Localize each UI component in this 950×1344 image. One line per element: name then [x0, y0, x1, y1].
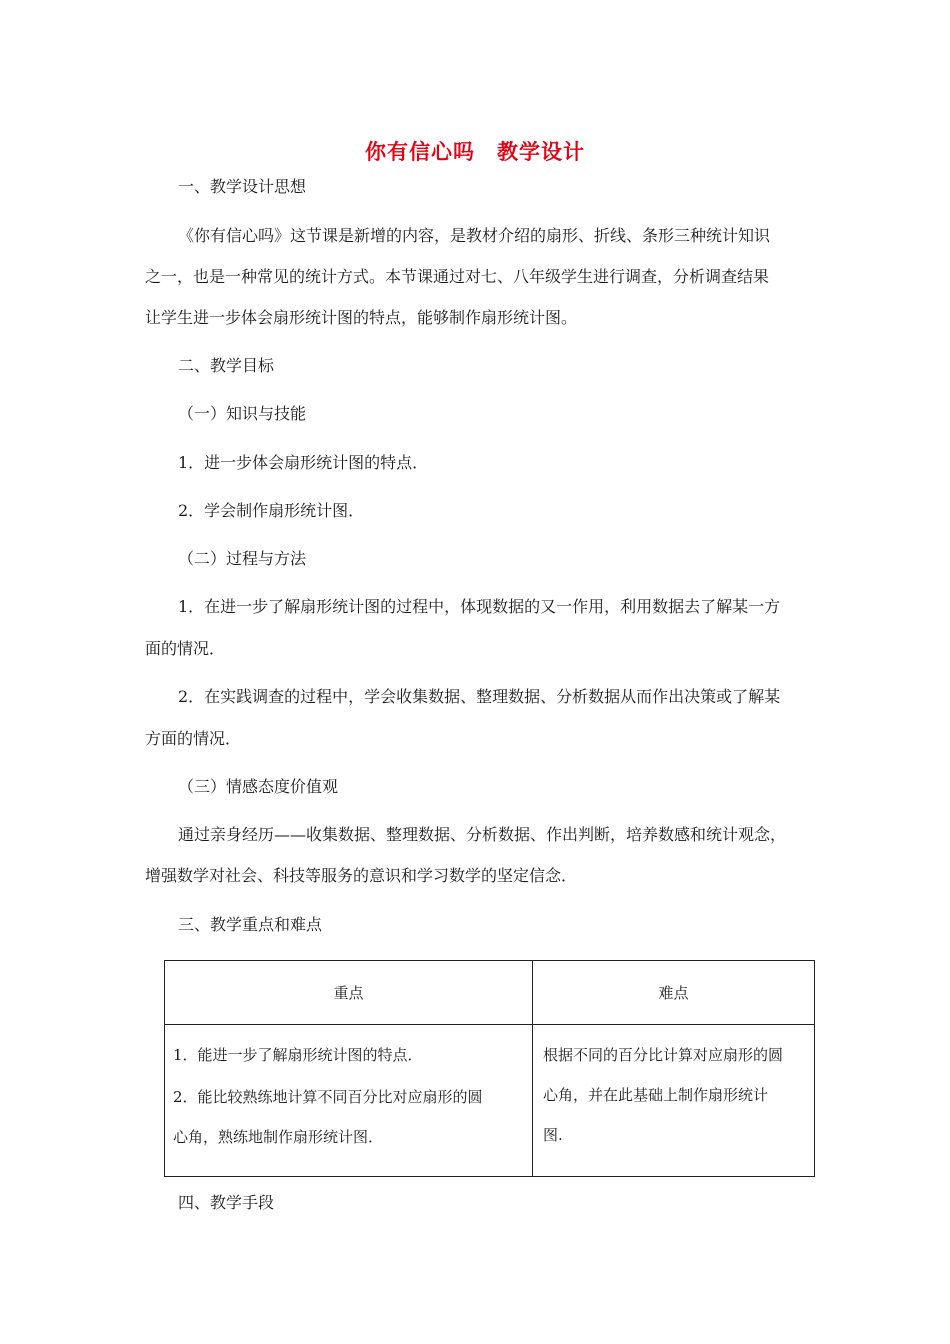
list-item-continuation: 面的情况．: [145, 639, 226, 658]
title-part1: 你有信心吗: [365, 140, 475, 164]
key-point-line: 1．能进一步了解扇形统计图的特点．: [173, 1046, 423, 1064]
section1-para-line3: 让学生进一步体会扇形统计图的特点，能够制作扇形统计图。: [145, 308, 578, 327]
section-heading-1: 一、教学设计思想: [178, 177, 307, 196]
difficult-point-line: 心角，并在此基础上制作扇形统计: [543, 1086, 769, 1104]
header-difficult-points: 难点: [533, 961, 815, 1025]
section3-para-line2: 增强数学对社会、科技等服务的意识和学习数学的坚定信念．: [145, 866, 578, 885]
section3-para-line1: 通过亲身经历——收集数据、整理数据、分析数据、作出判断，培养数感和统计观念，: [178, 825, 787, 844]
list-item: 1．在进一步了解扇形统计图的过程中，体现数据的又一作用，利用数据去了解某一方: [178, 597, 781, 616]
table-row: [165, 1025, 815, 1177]
key-points-cell: [165, 1025, 533, 1177]
document-title: [0, 136, 950, 166]
key-difficult-table: [164, 960, 815, 1177]
list-item: 2．在实践调查的过程中，学会收集数据、整理数据、分析数据从而作出决策或了解某: [178, 687, 781, 706]
difficult-point-line: 根据不同的百分比计算对应扇形的圆: [543, 1046, 784, 1064]
section1-para-line2: 之一，也是一种常见的统计方式。本节课通过对七、八年级学生进行调查，分析调查结果: [145, 267, 770, 286]
difficult-point-line: 图.: [543, 1126, 563, 1144]
key-point-line: 心角，熟练地制作扇形统计图．: [173, 1128, 384, 1146]
key-point-line: 2．能比较熟练地计算不同百分比对应扇形的圆: [173, 1088, 483, 1106]
section-heading-4: 四、教学手段: [178, 1193, 275, 1212]
subsection-heading-1: （一）知识与技能: [178, 404, 307, 423]
table-header-row: [165, 961, 815, 1025]
section1-para-line1: 《你有信心吗》这节课是新增的内容，是教材介绍的扇形、折线、条形三种统计知识: [178, 226, 771, 245]
section-heading-2: 二、教学目标: [178, 356, 275, 375]
list-item: 1．进一步体会扇形统计图的特点．: [178, 453, 429, 472]
title-part2: 教学设计: [497, 140, 585, 164]
header-key-points: 重点: [165, 961, 533, 1025]
list-item: 2．学会制作扇形统计图．: [178, 501, 365, 520]
difficult-points-cell: [533, 1025, 815, 1177]
subsection-heading-3: （三）情感态度价值观: [178, 777, 339, 796]
list-item-continuation: 方面的情况．: [145, 729, 242, 748]
section-heading-3: 三、教学重点和难点: [178, 915, 323, 934]
subsection-heading-2: （二）过程与方法: [178, 549, 307, 568]
